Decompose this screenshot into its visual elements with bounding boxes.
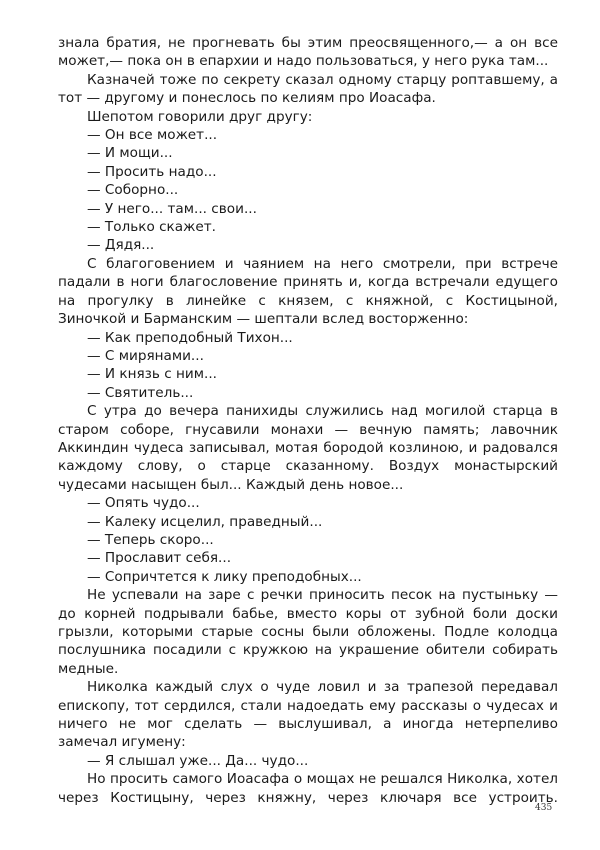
paragraph: — Сопричтется к лику преподобных... xyxy=(87,568,362,585)
paragraph: знала братия, не прогневать бы этим преосвященного,— а он все может,— пока он в епархии и надо пользоваться, у него рука там... xyxy=(58,35,558,70)
paragraph: С благоговением и чаянием на него смотрели, при встрече падали в ноги благословение принять и, когда встречали едущего на прогулку в линейке с князем, с княжной, с Костицыной, Зиночкой и Барманским — шептали вслед восторженно: xyxy=(58,255,558,328)
paragraph: — Святитель... xyxy=(87,384,194,401)
paragraph: — И мощи... xyxy=(87,145,173,162)
paragraph: — Прославит себя... xyxy=(87,550,232,567)
paragraph: Казначей тоже по секрету сказал одному старцу роптавшему, а тот — другому и понеслось по келиям про Иоасафа. xyxy=(58,71,558,107)
paragraph: — Дядя... xyxy=(87,237,155,254)
paragraph: — У него... там... свои... xyxy=(87,200,257,217)
paragraph: — Только скажет. xyxy=(87,219,216,236)
paragraph: — Теперь скоро... xyxy=(87,531,214,548)
paragraph: Николка каждый слух о чуде ловил и за трапезой передавал епископу, тот сердился, стали надоедать ему рассказы о чудесах и ничего не мог сделать — выслушивал, а иногда нетерпеливо замечал игумену: xyxy=(58,679,558,751)
page-text xyxy=(58,34,558,807)
paragraph: Но просить самого Иоасафа о мощах не решался Николка, хотел через Костицыну, через княжну, через ключаря все устроить. xyxy=(58,771,558,806)
paragraph: — И князь с ним... xyxy=(87,366,217,383)
paragraph: — Я слышал уже... Да... чудо... xyxy=(87,752,309,769)
paragraph: — Калеку исцелил, праведный... xyxy=(87,513,323,530)
paragraph: Шепотом говорили друг другу: xyxy=(87,108,313,125)
page-number: 435 xyxy=(535,803,553,813)
paragraph: — Он все может... xyxy=(87,127,218,144)
paragraph: — Просить надо... xyxy=(87,163,217,180)
paragraph: С утра до вечера панихиды служились над могилой старца в старом соборе, гнусавили монахи — вечную память; лавочник Аккиндин чудеса записывал, мотая бородой козлиною, и радовался каждому слову, о старце сказанному. Воздух монастырский чудесами насыщен был... Каждый день новое... xyxy=(58,403,558,493)
paragraph: — С мирянами... xyxy=(87,347,204,364)
paragraph: — Соборно... xyxy=(87,182,179,199)
paragraph: Не успевали на заре с речки приносить песок на пустыньку — до корней подрывали бабье, вместо коры от зубной боли доски грызли, которыми старые сосны были обложены. Подле колодца послушника посадили с кружкою на украшение обители собирать медные. xyxy=(58,587,558,677)
paragraph: — Как преподобный Тихон... xyxy=(87,329,293,346)
paragraph: — Опять чудо... xyxy=(87,495,200,512)
